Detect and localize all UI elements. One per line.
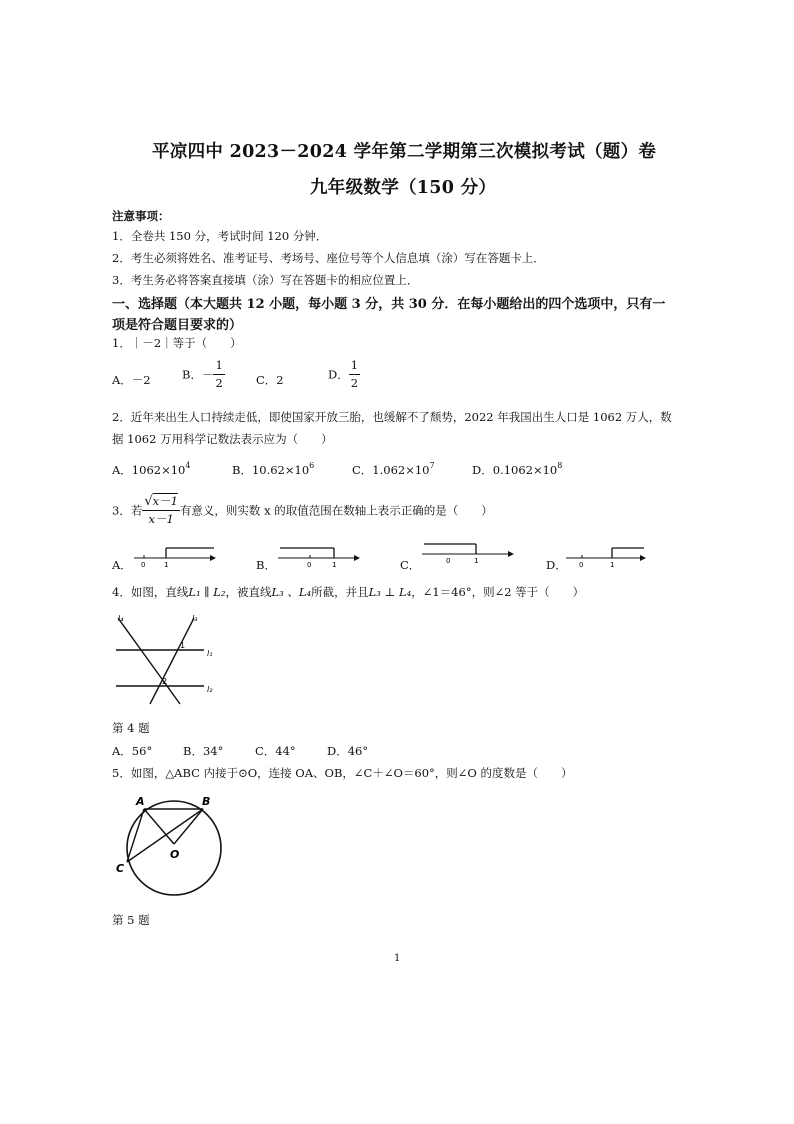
svg-text:O: O (170, 848, 180, 861)
question-2-stem-cont: 据 1062 万用科学记数法表示应为（ ） (112, 432, 333, 446)
question-4-stem: 4．如图，直线L₁ ∥ L₂，被直线L₃ 、L₄所截，并且L₃ ⊥ L₄，∠1＝46°，则∠2 等于（ ） (112, 585, 585, 599)
svg-text:l₂: l₂ (207, 685, 213, 694)
question-1-stem: 1．｜－2｜等于（ ） (112, 336, 242, 350)
svg-text:1: 1 (180, 641, 186, 650)
svg-text:0: 0 (141, 561, 146, 569)
svg-text:1: 1 (164, 561, 169, 569)
question-4-option-a: A．56° (112, 744, 153, 758)
fraction: $\frac{1}{2}$ (215, 358, 223, 390)
question-2-option-c: C．$1.062\times 10^7$ (352, 461, 435, 477)
figure-4-caption: 第 4 题 (112, 721, 150, 735)
question-4-option-b: B．34° (183, 744, 224, 758)
question-2-stem: 2．近年来出生人口持续走低，即使国家开放三胎，也缓解不了颓势，2022 年我国出生人口是 1062 万人，数 (112, 410, 672, 424)
figure-q4 (110, 612, 225, 710)
question-2-option-b: B．$10.62\times 10^6$ (232, 461, 315, 477)
svg-text:A: A (136, 795, 145, 808)
option-b-label: B． (256, 558, 276, 572)
svg-text:l₃: l₃ (192, 614, 198, 623)
question-4-option-d: D．46° (327, 744, 369, 758)
svg-text:0: 0 (307, 561, 312, 569)
figure-5-caption: 第 5 题 (112, 913, 150, 927)
svg-text:l₄: l₄ (118, 614, 124, 623)
option-c: C．2 (256, 373, 284, 387)
svg-text:2: 2 (162, 677, 168, 686)
notes-heading: 注意事项： (112, 209, 170, 223)
option-c-label: C． (400, 558, 421, 572)
svg-text:0: 0 (446, 557, 451, 565)
option-d: D． $\frac{1}{2}$ (328, 358, 359, 390)
question-4-option-c: C．44° (255, 744, 296, 758)
figure-q5 (112, 792, 232, 902)
number-line-c (418, 538, 518, 568)
note-item: 3．考生务必将答案直接填（涂）写在答题卡的相应位置上． (112, 273, 419, 287)
section-heading-cont: 项是符合题目要求的） (112, 318, 243, 333)
note-item: 2．考生必须将姓名、准考证号、考场号、座位号等个人信息填（涂）写在答题卡上． (112, 251, 545, 265)
question-3-stem: 3．若 $\frac{√x-1}{x-1}$ 有意义，则实数 x 的取值范围在数轴上表示正确的是（ ） (112, 494, 493, 526)
option-a: A．－2 (112, 373, 151, 387)
option-b: B．－ $\frac{1}{2}$ (182, 358, 223, 390)
exam-title: 平凉四中 2023－2024 学年第二学期第三次模拟考试（题）卷 (152, 142, 657, 162)
svg-text:B: B (202, 795, 211, 808)
svg-text:l₁: l₁ (207, 649, 213, 658)
option-a-label: A． (112, 558, 132, 572)
page-number: 1 (394, 953, 401, 964)
fraction: $\frac{√x-1}{x-1}$ (144, 494, 178, 526)
question-2-option-d: D．$0.1062\times 10^8$ (472, 461, 563, 477)
note-item: 1．全卷共 150 分，考试时间 120 分钟． (112, 229, 328, 243)
option-d-label: D． (546, 558, 567, 572)
number-line-a (130, 540, 220, 570)
svg-text:0: 0 (579, 561, 584, 569)
svg-text:C: C (116, 862, 125, 875)
svg-text:1: 1 (332, 561, 337, 569)
number-line-b (274, 540, 364, 570)
number-line-d (562, 540, 652, 570)
fraction: $\frac{1}{2}$ (350, 358, 359, 390)
svg-text:1: 1 (474, 557, 479, 565)
section-heading: 一、选择题（本大题共 12 小题，每小题 3 分，共 30 分．在每小题给出的四个选项中，只有一 (112, 297, 666, 312)
exam-subtitle: 九年级数学（150 分） (310, 178, 497, 198)
question-2-option-a: A．$1062\times 10^4$ (112, 461, 191, 477)
question-5-stem: 5．如图，△ABC 内接于⊙O，连接 OA、OB，∠C＋∠O＝60°，则∠O 的度数是（ ） (112, 766, 573, 780)
svg-text:1: 1 (610, 561, 615, 569)
